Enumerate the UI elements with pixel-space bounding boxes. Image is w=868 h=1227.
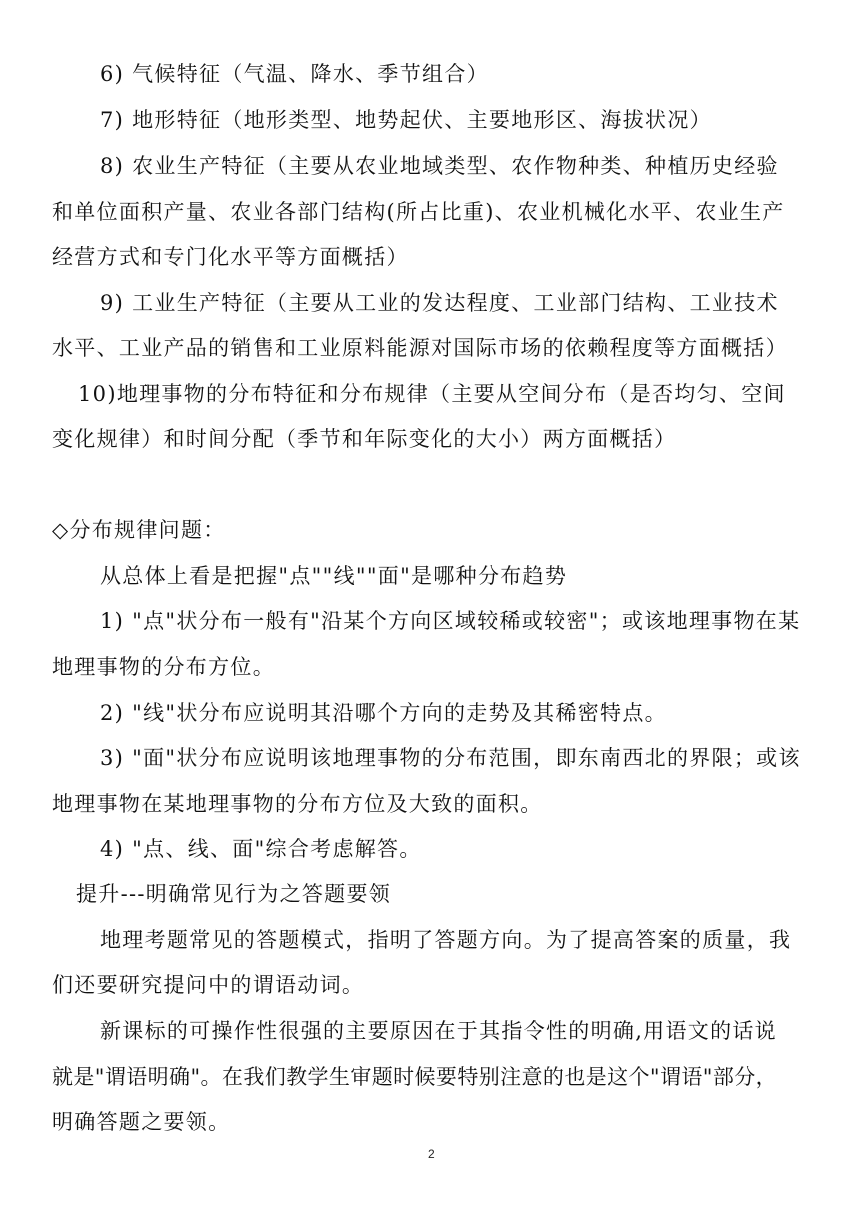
text-line: 地理事物的分布方位。: [52, 655, 275, 679]
text-line: 9) 工业生产特征（主要从工业的发达程度、工业部门结构、工业技术: [100, 291, 779, 315]
text-line: 和单位面积产量、农业各部门结构(所占比重)、农业机械化水平、农业生产: [52, 200, 785, 224]
text-line: 2) "线"状分布应说明其沿哪个方向的走势及其稀密特点。: [100, 701, 667, 725]
page-number: 2: [428, 1147, 435, 1161]
text-line: 地理考题常见的答题模式，指明了答题方向。为了提高答案的质量，我: [100, 928, 792, 952]
text-line: 8) 农业生产特征（主要从农业地域类型、农作物种类、种植历史经验: [100, 154, 779, 178]
text-line: 就是"谓语明确"。在我们教学生审题时候要特别注意的也是这个"谓语"部分，: [52, 1065, 778, 1089]
text-line: 水平、工业产品的销售和工业原料能源对国际市场的依赖程度等方面概括）: [52, 336, 788, 360]
text-line: 6) 气候特征（气温、降水、季节组合）: [100, 62, 489, 86]
text-line: 10)地理事物的分布特征和分布规律（主要从空间分布（是否均匀、空间: [78, 382, 786, 406]
text-line: 1) "点"状分布一般有"沿某个方向区域较稀或较密"；或该地理事物在某: [100, 609, 801, 633]
text-line: 经营方式和专门化水平等方面概括）: [52, 245, 409, 269]
text-line: 变化规律）和时间分配（季节和年际变化的大小）两方面概括）: [52, 427, 677, 451]
text-line: 4) "点、线、面"综合考虑解答。: [100, 837, 422, 861]
text-line: 明确答题之要领。: [52, 1110, 231, 1134]
text-line: 3) "面"状分布应说明该地理事物的分布范围，即东南西北的界限；或该: [100, 746, 801, 770]
text-line: 从总体上看是把握"点""线""面"是哪种分布趋势: [100, 564, 568, 588]
text-line: 们还要研究提问中的谓语动词。: [52, 973, 365, 997]
text-line: 7) 地形特征（地形类型、地势起伏、主要地形区、海拔状况）: [100, 108, 712, 132]
section-heading: ◇分布规律问题：: [52, 518, 226, 542]
section-heading: 提升---明确常见行为之答题要领: [76, 882, 392, 906]
text-line: 新课标的可操作性很强的主要原因在于其指令性的明确,用语文的话说: [100, 1019, 777, 1043]
text-line: 地理事物在某地理事物的分布方位及大致的面积。: [52, 792, 543, 816]
